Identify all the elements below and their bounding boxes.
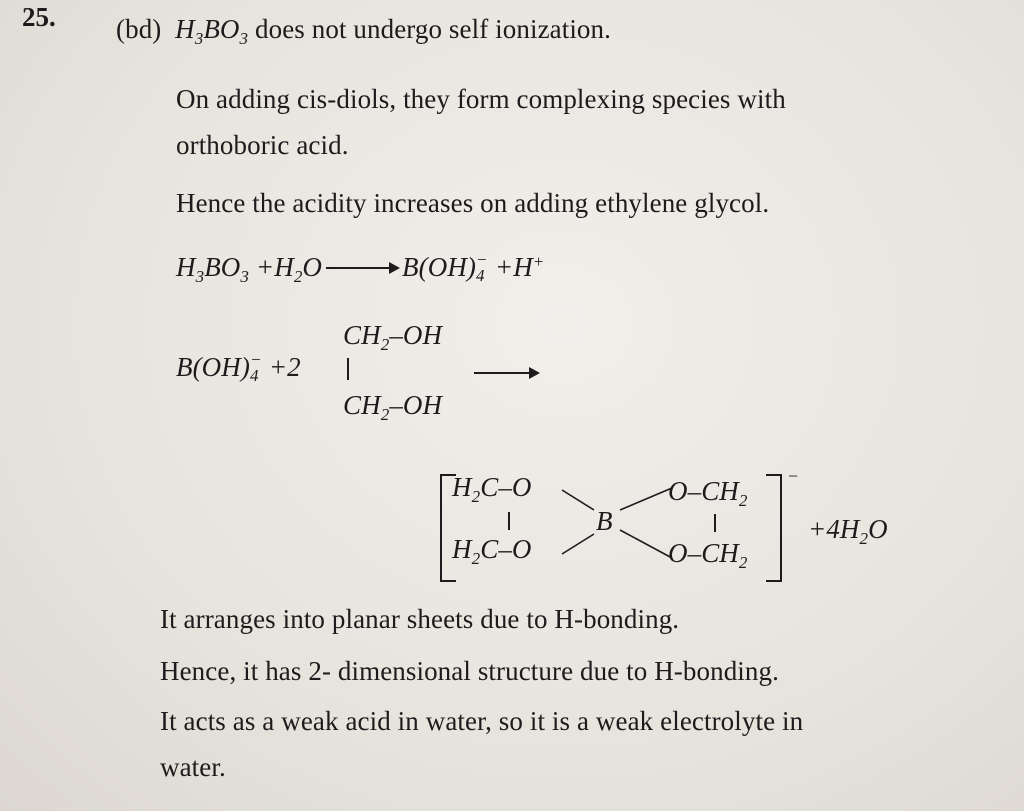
paragraph-2: Hence the acidity increases on adding ethylene glycol. xyxy=(176,188,770,218)
paragraph-5-line-2: water. xyxy=(160,752,226,782)
paragraph-3: It arranges into planar sheets due to H-bonding. xyxy=(160,604,680,634)
complex-h2co-top: $H_2C-O$ xyxy=(452,472,532,506)
bond-line-right-top xyxy=(620,488,672,510)
paragraph-4: Hence, it has 2- dimensional structure due to H-bonding. xyxy=(160,656,779,686)
equation-1: $H_3BO_3 +H_2O$ B(OH) − 4 +H+ xyxy=(176,250,545,286)
complex-h2co-bottom: $H_2C-O$ xyxy=(452,534,532,568)
bond-line-left-top xyxy=(562,490,594,510)
paragraph-5-line-1: It acts as a weak acid in water, so it is a weak electrolyte in xyxy=(160,706,804,736)
paragraph-1-line-2: orthoboric acid. xyxy=(176,130,349,160)
bond-line-right-bottom xyxy=(620,530,672,558)
question-number: 25. xyxy=(22,2,56,32)
formula-h3bo3: $H_3BO_3$ xyxy=(175,14,249,48)
paragraph-1-line-1: On adding cis-diols, they form complexing species with xyxy=(176,84,786,114)
complex-och2-bottom: $O-CH_2$ xyxy=(668,538,748,572)
ethylene-glycol-bottom: $CH_2-OH$ xyxy=(343,390,443,424)
complex-och2-top: $O-CH_2$ xyxy=(668,476,748,510)
equation-2-left: B(OH) − 4 +2 xyxy=(176,350,301,385)
bond-line-left-bottom xyxy=(562,534,594,554)
product-water: $+4H_2O$ xyxy=(808,514,888,548)
answer-tag: (bd) xyxy=(116,14,162,44)
ethylene-glycol-top: $CH_2-OH$ xyxy=(343,320,443,354)
boron-center: B xyxy=(596,506,613,536)
question-line-1-rest: does not undergo self ionization. xyxy=(255,14,611,44)
complex-charge: − xyxy=(788,466,799,486)
